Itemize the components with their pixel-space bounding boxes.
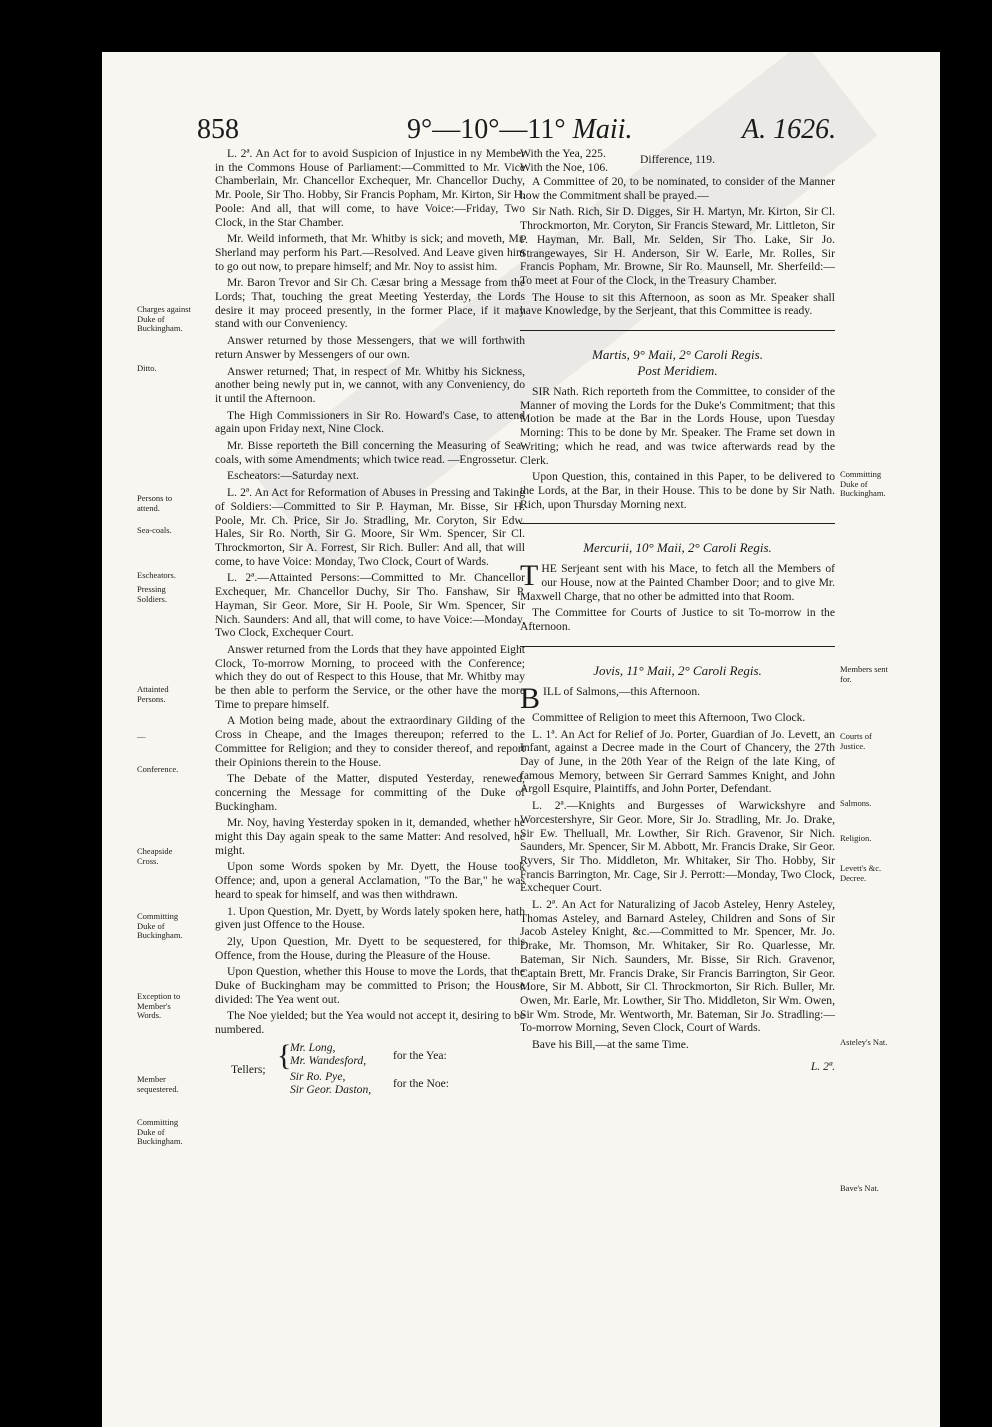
margin-note: Attainted Persons. — [137, 684, 169, 704]
tellers-block — [215, 1038, 525, 1101]
paragraph: A Committee of 20, to be nominated, to consider of the Manner how the Commitment shall be prayed.— — [520, 175, 835, 202]
header-date-days: 9°—10°—11° — [407, 114, 566, 145]
heading-line: Post Meridiem. — [637, 363, 718, 379]
paragraph-text: ILL of Salmons,—this Afternoon. — [543, 684, 701, 698]
header-year: A. 1626. — [742, 114, 837, 145]
paragraph: Bave his Bill,—at the same Time. — [532, 1038, 689, 1052]
vote-difference: Difference, 119. — [640, 153, 716, 166]
margin-note: Levett's &c. Decree. — [840, 863, 882, 883]
header-date-month: Maii. — [572, 114, 633, 145]
paragraph: L. 1ª. An Act for Relief of Jo. Porter, Guardian of Jo. Levett, an Infant, against a Decree made in the Court of Chancery, the 27th Day of June, in the 20th Year of the Reign of the late King, of famous Memory, between Sir Gerrard Sammes Knight, and John Argoll Esquire, Plaintiffs, and John Porter, Defendant. — [520, 727, 835, 796]
section-heading: Jovis, 11° Maii, 2° Caroli Regis. — [593, 662, 762, 678]
paragraph: The Noe yielded; but the Yea would not accept it, desiring to be numbered. — [215, 1009, 525, 1037]
margin-note: Charges against Duke of Buckingham. — [137, 304, 191, 333]
section-heading: Mercurii, 10° Maii, 2° Caroli Regis. — [583, 540, 772, 556]
paragraph: Mr. Baron Trevor and Sir Ch. Cæsar bring a Message from the Lords; That, touching the great Meeting Yesterday, the Lords desire it may proceed presently, in the former Place, if it may stand with our Conveniency. — [215, 276, 525, 331]
left-column — [215, 147, 525, 1101]
teller-name: Mr. Wandesford, — [290, 1053, 367, 1067]
vote-tally — [520, 147, 835, 175]
section-rule — [520, 646, 835, 647]
paragraph: Sir Nath. Rich, Sir D. Digges, Sir H. Martyn, Mr. Kirton, Sir Cl. Throckmorton, Mr. Coryton, Sir Francis Steward, Mr. Littleton, Sir P. Hayman, Mr. Ball, Mr. Selden, Sir Tho. Lake, Sir Jo. Strangewayes, Sir H. Anderson, Sir W. Earle, Mr. Rolles, Sir Francis Popham, Mr. Browne, Sir Ro. Maunsell, Mr. Sherfeild:—To meet at Four of the Clock, in the Treasury Chamber. — [520, 205, 835, 287]
margin-note: Courts of Justice. — [840, 731, 872, 751]
vote-noe: With the Noe, 106. — [520, 160, 609, 174]
margin-note: Asteley's Nat. — [840, 1037, 888, 1047]
heading-line: Martis, 9° Maii, 2° Caroli Regis. — [592, 347, 763, 363]
paragraph: L. 2ª. An Act for Reformation of Abuses in Pressing and Taking of Soldiers:—Committed to Sir P. Hayman, Mr. Bisse, Sir H. Poole, Mr. Ch. Price, Sir Jo. Stradling, Mr. Coryton, Sir Edw. Hales, Sir Ro. North, Sir G. Moore, Sir Wm. Spencer, Sir Cl. Throckmorton, Sir A. Forrest, Sir Rich. Buller: And all, that will come, to have Voice: Monday, Two Clock, Court of Wards. — [215, 486, 525, 568]
drop-capital: T — [520, 559, 539, 593]
paragraph: Escheators:—Saturday next. — [227, 469, 360, 483]
section-heading — [520, 347, 835, 379]
margin-note: Sea-coals. — [137, 525, 172, 535]
paragraph: SIR Nath. Rich reporteth from the Committee, to consider of the Manner of moving the Lords for the Duke's Commitment; that this Motion be made at the Bar in the Lords House, upon Tuesday Morning: This to be done by Mr. Speaker. The Frame set down in Writing; which he read, and was twice afterwards read by the Clerk. — [520, 385, 835, 467]
catchword: L. 2ª. — [810, 1059, 835, 1073]
margin-note: Cheapside Cross. — [137, 846, 173, 866]
teller-name: Mr. Long, — [290, 1040, 336, 1054]
teller-name: Sir Geor. Daston, — [290, 1082, 372, 1096]
paragraph: The High Commissioners in Sir Ro. Howard's Case, to attend again upon Friday next, Nine Clock. — [215, 408, 525, 436]
paragraph: Mr. Bisse reporteth the Bill concerning the Measuring of Sea-coals, with some Amendments; which twice read. —Engrossetur. — [215, 439, 525, 466]
paragraph: L. 2ª.—Knights and Burgesses of Warwickshyre and Worcestershyre, Sir Geor. More, Sir Jo. Stradling, Mr. Jo. Drake, Sir Ew. Thelluall, Mr. Lowther, Sir Rich. Gravenor, Sir Nich. Saunders, Mr. Spencer, Sir M. Abbott, Mr. Francis Drake, Sir Geor. Ryvers, Sir Tho. Middleton, Mr. Whitaker, Sir Tho. Hobby, Sir Francis Barrington, Mr. Cage, Sir J. Perrott:—Monday, Two Clock, Exchequer Court. — [520, 799, 835, 895]
paragraph: Upon some Words spoken by Mr. Dyett, the House took Offence; and, upon a general Acclamation, "To the Bar," he was heard to speak for himself, and was then withdrawn. — [215, 860, 525, 901]
margin-note: Persons to attend. — [137, 493, 173, 513]
paragraph: Upon Question, whether this House to move the Lords, that the Duke of Buckingham may be committed to Prison; the House divided: The Yea went out. — [215, 965, 525, 1006]
margin-note: Religion. — [840, 833, 872, 843]
paragraph: Mr. Weild informeth, that Mr. Whitby is sick; and moveth, Mr. Sherland may perform his Part.—Resolved. And Leave given him to go out now, to prepare himself; and Mr. Noy to assist him. — [215, 232, 525, 273]
paragraph-text: HE Serjeant sent with his Mace, to fetch all the Members of our House, now at the Painted Chamber Door; and to give Mr. Maxwell Charge, that no other be admitted into that Room. — [520, 562, 835, 603]
paragraph: The Debate of the Matter, disputed Yesterday, renewed, concerning the Message for committing of the Duke of Buckingham. — [215, 772, 525, 813]
paragraph: Answer returned by those Messengers, that we will forthwith return Answer by Messengers of our own. — [215, 334, 525, 361]
teller-side-yea: for the Yea: — [393, 1048, 447, 1062]
paragraph — [520, 681, 835, 715]
paragraph: L. 2ª.—Attainted Persons:—Committed to Mr. Chancellor Exchequer, Mr. Chancellor Duchy, Sir Tho. Fanshaw, Sir P. Hayman, Sir Geor. More, Sir H. Poole, Sir Wm. Spencer, Sir Nich. Saunders: And all, that will come, to have Voice:—Monday, Two Clock, Exchequer Court. — [215, 571, 525, 640]
margin-note: Committing Duke of Buckingham. — [137, 1117, 183, 1146]
margin-note: Salmons. — [840, 798, 872, 808]
margin-note: Conference. — [137, 764, 179, 774]
paragraph: Upon Question, this, contained in this Paper, to be delivered to the Lords, at the Bar, in their House. This to be done by Sir Nath. Rich, upon Thursday Morning next. — [520, 470, 835, 511]
page-number: 858 — [197, 114, 239, 145]
paragraph: Answer returned from the Lords that they have appointed Eight Clock, To-morrow Morning, to proceed with the Conference; which they do out of Respect to this House, that Mr. Whitby may be then able to perform the Service, or the other have the more Time to prepare himself. — [215, 642, 525, 711]
header-date — [407, 114, 632, 146]
teller-side-noe: for the Noe: — [393, 1076, 450, 1090]
margin-note: — — [137, 731, 146, 741]
vote-yea: With the Yea, 225. — [520, 147, 606, 160]
section-rule — [520, 523, 835, 524]
margin-note: Exception to Member's Words. — [137, 991, 181, 1020]
paragraph: The House to sit this Afternoon, as soon as Mr. Speaker shall have Knowledge, by the Serjeant, that this Committee is ready. — [520, 290, 835, 318]
paragraph: 1. Upon Question, Mr. Dyett, by Words lately spoken here, hath given just Offence to the House. — [215, 904, 525, 932]
right-column — [520, 147, 835, 1073]
document-page — [102, 52, 940, 1427]
paragraph: A Motion being made, about the extraordinary Gilding of the Cross in Cheape, and the Images thereupon; referred to the Committee for Religion; and they to consider thereof, and report their Opinions therein to the House. — [215, 714, 525, 769]
paragraph: Committee of Religion to meet this Afternoon, Two Clock. — [532, 710, 806, 724]
section-rule — [520, 330, 835, 331]
brace-icon: { — [277, 1038, 292, 1072]
drop-capital: B — [520, 681, 541, 715]
paragraph: The Committee for Courts of Justice to sit To-morrow in the Afternoon. — [520, 606, 835, 634]
margin-note: Committing Duke of Buckingham. — [137, 911, 183, 940]
paragraph — [520, 559, 835, 603]
paragraph: Mr. Noy, having Yesterday spoken in it, demanded, whether he might this Day again speak to the same Matter: And resolved, he might. — [215, 816, 525, 857]
paragraph: Answer returned; That, in respect of Mr. Whitby his Sickness, another being newly put in, we cannot, with any Conveniency, do it until the Afternoon. — [215, 364, 525, 405]
paragraph: 2ly, Upon Question, Mr. Dyett to be sequestered, for this Offence, from the House, during the Pleasure of the House. — [215, 934, 525, 962]
paragraph: L. 2ª. An Act for Naturalizing of Jacob Asteley, Henry Asteley, Thomas Asteley, and Barnard Asteley, Children and Sons of Sir Jacob Asteley Knight, &c.—Committed to Mr. Spencer, Mr. Jo. Drake, Mr. Thomson, Mr. Whitaker, Sir Ro. Quarlesse, Mr. Bateman, Sir Nich. Saunders, Mr. Bisse, Sir Rich. Gravenor, Captain Brett, Mr. Francis Drake, Sir Francis Barrington, Sir Geor. More, Sir M. Abbott, Sir Cl. Throckmorton, Sir Rich. Buller, Mr. Owen, Mr. Earle, Mr. Lowther, Sir Tho. Middleton, Sir Wm. Owen, Sir Wm. Strode, Mr. Wentworth, Mr. Bateman, Sir Jo. Stradling:—To-morrow Morning, Seven Clock, Court of Wards. — [520, 898, 835, 1035]
margin-note: Escheators. — [137, 570, 176, 580]
margin-note: Committing Duke of Buckingham. — [840, 469, 886, 498]
margin-note: Members sent for. — [840, 664, 888, 684]
paragraph: L. 2ª. An Act for to avoid Suspicion of Injustice in ny Member in the Commons House of Parliament:—Committed to Mr. Vice Chamberlain, Mr. Chancellor Exchequer, Mr. Chancellor Duchy, Mr. Poole, Sir Tho. Hobby, Sir Francis Popham, Mr. Kirton, Sir H. Poole: And all, that will come, to have Voice:—Friday, Two Clock, in the Star Chamber. — [215, 147, 525, 229]
margin-note: Bave's Nat. — [840, 1183, 879, 1193]
teller-name: Sir Ro. Pye, — [290, 1069, 346, 1083]
margin-note: Pressing Soldiers. — [137, 584, 167, 604]
margin-note: Ditto. — [137, 363, 157, 373]
margin-note: Member sequestered. — [137, 1074, 179, 1094]
tellers-label: Tellers; — [231, 1062, 266, 1076]
